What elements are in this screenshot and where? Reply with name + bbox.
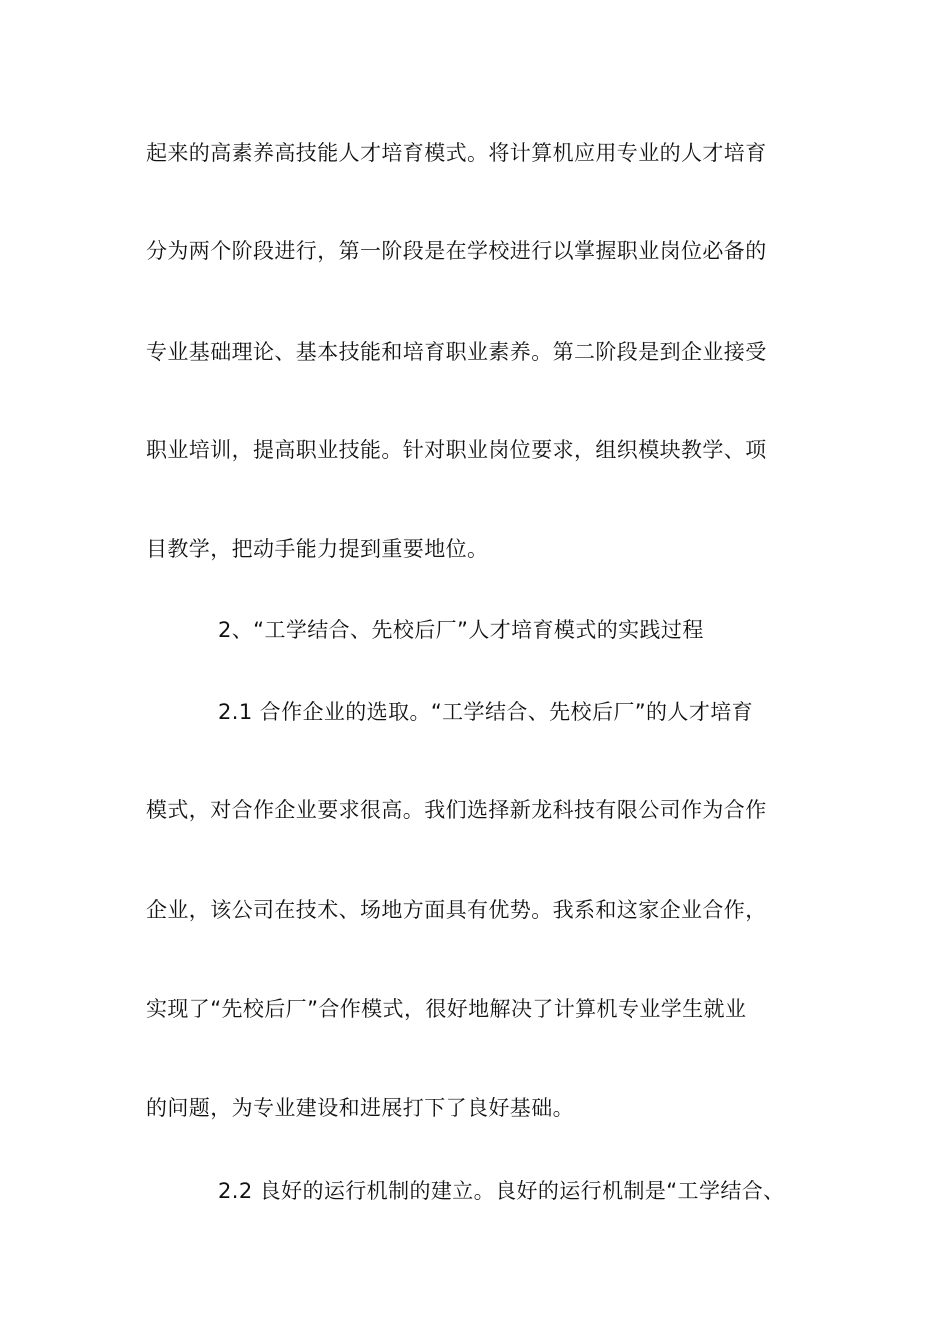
- text-line-8: 模式，对合作企业要求很高。我们选择新龙科技有限公司作为合作: [146, 798, 767, 822]
- text-line-10: 实现了“先校后厂”合作模式，很好地解决了计算机专业学生就业: [146, 997, 747, 1021]
- text-line-1: 起来的高素养高技能人才培育模式。将计算机应用专业的人才培育: [146, 141, 767, 165]
- text-line-9: 企业，该公司在技术、场地方面具有优势。我系和这家企业合作，: [146, 898, 767, 922]
- text-line-3: 专业基础理论、基本技能和培育职业素养。第二阶段是到企业接受: [146, 340, 767, 364]
- text-line-4: 职业培训，提高职业技能。针对职业岗位要求，组织模块教学、项: [146, 438, 767, 462]
- text-line-2: 分为两个阶段进行，第一阶段是在学校进行以掌握职业岗位必备的: [146, 239, 767, 263]
- text-line-11: 的问题，为专业建设和进展打下了良好基础。: [146, 1096, 574, 1120]
- subsection-2-1-first-line: 2.1 合作企业的选取。“工学结合、先校后厂”的人才培育: [218, 700, 754, 724]
- subsection-2-2-first-line: 2.2 良好的运行机制的建立。良好的运行机制是“工学结合、: [218, 1179, 785, 1203]
- text-line-5: 目教学，把动手能力提到重要地位。: [146, 537, 489, 561]
- section-heading-2: 2、“工学结合、先校后厂”人才培育模式的实践过程: [218, 618, 704, 642]
